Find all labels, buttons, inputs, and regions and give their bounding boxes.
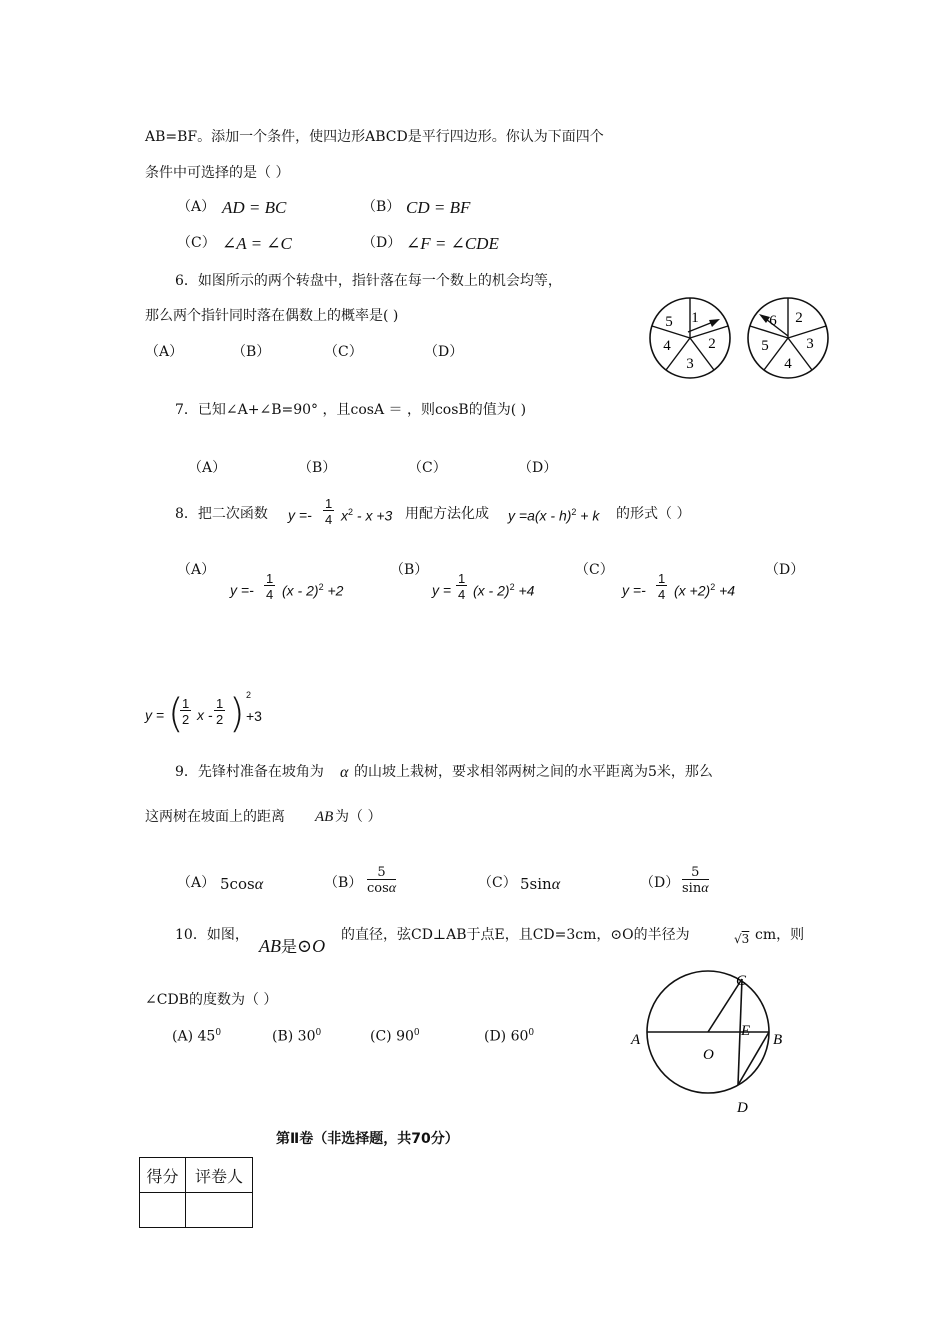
q9-alpha: α	[340, 764, 349, 781]
q5-option-b: CD = BF	[406, 198, 471, 217]
q10-line2: ∠CDB的度数为（ ）	[145, 992, 278, 1008]
q8-option-c-label: （C）	[575, 562, 614, 578]
q9-option-a: 5cosα	[220, 875, 264, 893]
q7-option-b: （B）	[298, 460, 337, 476]
section-title: 第Ⅱ卷（非选择题，共70分）	[276, 1131, 459, 1147]
q8-option-b: y =	[432, 582, 452, 598]
q8-option-b-label: （B）	[390, 562, 429, 578]
q9-option-d: $\frac{5}{\sin\alpha}$	[682, 865, 709, 896]
q9-option-c: 5sinα	[520, 875, 561, 893]
point-label-o: O	[703, 1047, 714, 1063]
q8-option-d-tail: +3	[246, 708, 262, 724]
spinner-2-sector: 3	[806, 336, 814, 352]
q5-option-c-label: （C）	[177, 235, 216, 251]
q9-option-c-label: （C）	[478, 875, 517, 891]
q8-option-c-tail: $(x +2)^2 +4$	[674, 582, 736, 599]
q8-option-d-fraction-1: $\frac{1}{2}$	[182, 696, 190, 727]
q5-option-d-label: （D）	[362, 235, 402, 251]
q8-option-a-label: （A）	[177, 562, 216, 578]
q9-option-a-label: （A）	[177, 875, 216, 891]
q9-option-d-label: （D）	[640, 875, 680, 891]
q9-line1-b: 的山坡上栽树，要求相邻两树之间的水平距离为5米，那么	[354, 764, 713, 780]
q10-prefix: 10．如图，	[175, 927, 249, 943]
spinner-1-sector: 1	[691, 310, 699, 326]
spinner-1-figure	[648, 296, 732, 380]
q10-circle-figure	[620, 965, 800, 1115]
q10-sqrt3: √3	[734, 932, 750, 946]
score-table	[139, 1157, 253, 1228]
point-label-d: D	[737, 1100, 748, 1116]
q9-line1-a: 9．先锋村准备在坡角为	[175, 764, 324, 780]
q9-option-b-label: （B）	[324, 875, 363, 891]
point-label-b: B	[773, 1032, 783, 1048]
spinner-2-sector: 4	[784, 356, 792, 372]
q9-ab: AB	[315, 809, 334, 825]
q5-option-c: ∠A = ∠C	[222, 234, 292, 253]
q5-option-a: AD = BC	[222, 198, 287, 217]
point-label-e: E	[741, 1023, 751, 1039]
spinner-2-sector: 6	[769, 313, 777, 329]
q8-function: y =-	[288, 507, 312, 523]
q8-middle: 用配方法化成	[405, 506, 489, 522]
q10-ab-diameter: AB是⊙O	[259, 936, 326, 956]
spinner-1-sector: 3	[686, 356, 694, 372]
q9-option-b: $\frac{5}{\cos\alpha}$	[367, 865, 397, 896]
q8-function-tail: $x^2 - x +3$	[341, 507, 393, 524]
q6-option-b: （B）	[232, 344, 271, 360]
grader-header: 评卷人	[186, 1158, 253, 1193]
q8-option-d: y =	[145, 707, 165, 723]
q10-middle: 的直径，弦CD⊥AB于点E，且CD=3cm，⊙O的半径为	[341, 927, 690, 943]
q5-option-d: ∠F = ∠CDE	[406, 234, 499, 253]
q8-prefix: 8．把二次函数	[175, 506, 268, 522]
score-header: 得分	[140, 1158, 186, 1193]
q7-option-a: （A）	[188, 460, 227, 476]
q8-option-d-fraction-2: $\frac{1}{2}$	[216, 696, 224, 727]
q8-option-a: y =-	[230, 582, 254, 598]
spinner-1-sector: 5	[665, 314, 673, 330]
q8-option-d-left-paren: (	[168, 691, 184, 737]
spinner-1-sector: 2	[708, 336, 716, 352]
q10-suffix: cm，则	[755, 927, 805, 943]
q8-vertex-form: y =a(x - h)$^2$ + k	[508, 507, 600, 524]
q8-option-b-tail: (x - 2)$^2$ +4	[473, 582, 535, 599]
q10-option-d: (D) $60^0$	[484, 1028, 535, 1045]
q5-option-b-label: （B）	[362, 199, 401, 215]
q8-option-d-label: （D）	[765, 562, 805, 578]
q5-line1: AB=BF。添加一个条件，使四边形ABCD是平行四边形。你认为下面四个	[145, 129, 604, 145]
q8-option-d-exponent: 2	[246, 690, 252, 700]
q5-line2: 条件中可选择的是（ ）	[145, 165, 290, 181]
q8-suffix: 的形式（ ）	[616, 506, 691, 522]
q9-line2-a: 这两树在坡面上的距离	[145, 809, 285, 825]
q8-option-d-right-paren: )	[229, 691, 245, 737]
q7-text: 7．已知∠A+∠B=90° ，且cosA ＝ ，则cosB的值为( )	[175, 402, 527, 418]
point-label-c: C	[736, 973, 747, 989]
q10-option-c: (C) $90^0$	[370, 1028, 420, 1045]
q6-option-d: （D）	[424, 344, 464, 360]
q10-option-a: (A) $45^0$	[172, 1028, 222, 1045]
q6-line1: 6．如图所示的两个转盘中，指针落在每一个数上的机会均等，	[175, 273, 562, 289]
q8-option-b-fraction: $\frac{1}{4}$	[458, 571, 466, 602]
q8-function-fraction: $\frac{1}{4}$	[325, 496, 333, 527]
grader-cell[interactable]	[186, 1193, 253, 1228]
q6-option-a: （A）	[145, 344, 184, 360]
q8-option-c: y =-	[622, 582, 646, 598]
q9-line2-b: 为（ ）	[335, 809, 382, 825]
q7-option-d: （D）	[518, 460, 558, 476]
q5-option-a-label: （A）	[177, 199, 216, 215]
spinner-2-sector: 2	[795, 310, 803, 326]
q6-option-c: （C）	[324, 344, 363, 360]
point-label-a: A	[631, 1032, 641, 1048]
spinner-1-sector: 4	[663, 338, 671, 354]
q7-option-c: （C）	[408, 460, 447, 476]
q8-option-a-fraction: $\frac{1}{4}$	[266, 571, 274, 602]
q8-option-a-tail: (x - 2)$^2$ +2	[282, 582, 344, 599]
q8-option-d-mid: x -	[197, 707, 213, 723]
spinner-2-figure	[746, 296, 830, 380]
q6-line2: 那么两个指针同时落在偶数上的概率是( )	[145, 308, 399, 324]
spinner-2-sector: 5	[761, 338, 769, 354]
score-cell[interactable]	[140, 1193, 186, 1228]
q10-option-b: (B) $30^0$	[272, 1028, 322, 1045]
q8-option-c-fraction: $\frac{1}{4}$	[658, 571, 666, 602]
